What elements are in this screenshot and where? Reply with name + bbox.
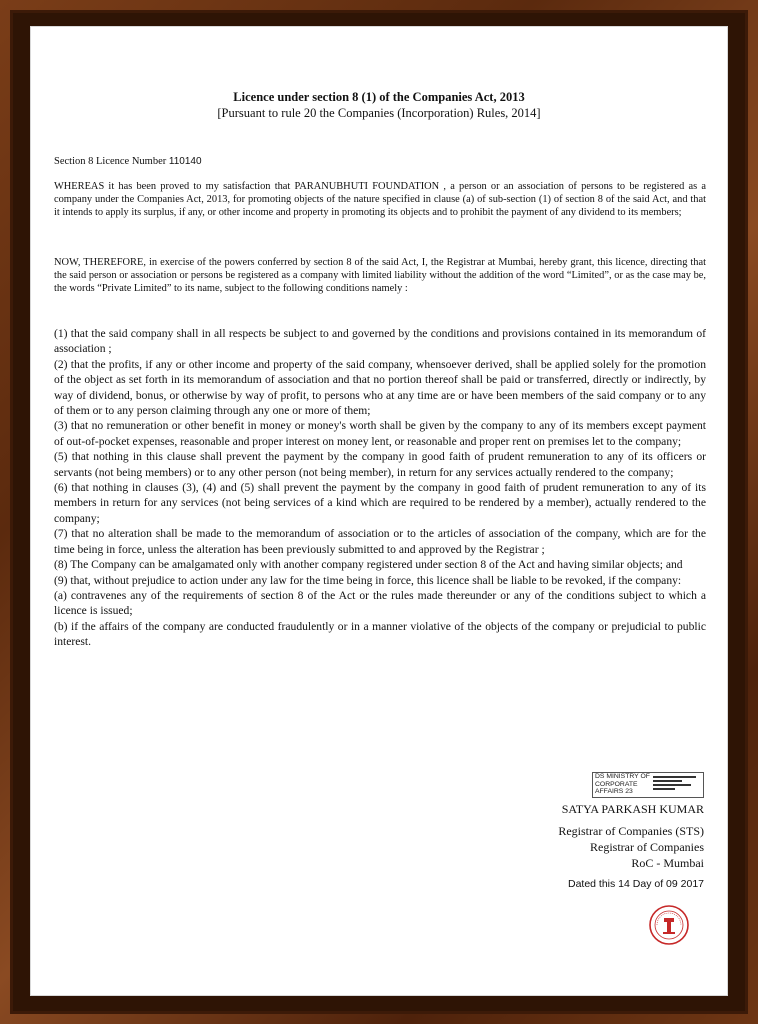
condition-item: (3) that no remuneration or other benefit in money or money's worth shall be given by the company to any of its members except payment of out-of-pocket expenses, reasonable and proper interest on money lent, or reasonable and proper rent on premises let to the company; <box>54 419 706 448</box>
condition-item: (a) contravenes any of the requirements of section 8 of the Act or the rules made thereunder or any of the conditions subject to which a licence is issued; <box>54 588 706 618</box>
condition-item: (1) that the said company shall in all respects be subject to and governed by the conditions and provisions contained in its memorandum of association ; <box>54 327 706 356</box>
emblem-seal-icon <box>648 904 690 946</box>
condition-item: (b) if the affairs of the company are conducted fraudulently or in a manner violative of the objects of the company or prejudicial to public interest. <box>54 619 706 649</box>
condition-item: (9) that, without prejudice to action under any law for the time being in force, this licence shall be liable to be revoked, if the company: <box>54 573 682 587</box>
signature-hash-icon <box>653 776 701 795</box>
certificate-title: Licence under section 8 (1) of the Companies Act, 2013 <box>233 90 525 104</box>
licence-number-value: 110140 <box>168 156 202 167</box>
condition-item: (7) that no alteration shall be made to the memorandum of association or to the articles of association of the company, which are for the time being in force, unless the alteration has been previously submitted to and approved by the Registrar ; <box>54 527 706 556</box>
signatory-office: RoC - Mumbai <box>631 856 704 870</box>
issue-date: Dated this 14 Day of 09 2017 <box>567 878 704 890</box>
condition-item: (5) that nothing in this clause shall prevent the payment by the company in good faith of prudent remuneration to any of its officers or servants (not being members) or to any other person (not being member), in return for any services actually rendered to the company; <box>54 450 706 479</box>
condition-item: (2) that the profits, if any or other income and property of the said company, whensoever derived, shall be applied solely for the promotion of the object as set forth in its memorandum of association and that no portion thereof shall be paid or transferred, directly or indirectly, by way of dividend, bonus, or otherwise by way of profit, to persons who at any time are or have been members of the said company or to any of them or to any person claiming through any one or more of them; <box>54 357 706 418</box>
digital-signature-box <box>592 772 704 798</box>
signatory-designation-2: Registrar of Companies <box>590 840 704 854</box>
ds-line-2: CORPORATE <box>595 780 638 788</box>
ds-line-1: DS MINISTRY OF <box>595 773 650 780</box>
certificate-subtitle: [Pursuant to rule 20 the Companies (Incorporation) Rules, 2014] <box>217 106 541 120</box>
certificate-paper <box>30 26 728 996</box>
licence-number-line <box>54 156 202 167</box>
signatory-designation: Registrar of Companies (STS) <box>558 824 704 838</box>
signatory-name: SATYA PARKASH KUMAR <box>561 802 704 816</box>
digital-signature-text <box>595 773 651 796</box>
licence-number-label: Section 8 Licence Number <box>54 156 167 167</box>
condition-item: (8) The Company can be amalgamated only with another company registered under section 8 of the Act and having similar objects; and <box>54 558 683 572</box>
condition-item: (6) that nothing in clauses (3), (4) and (5) shall prevent the payment by the company in good faith of prudent remuneration to any of its members in return for any services (not being services of a kind which are required to be rendered by a member), actually rendered to the company; <box>54 481 706 525</box>
whereas-paragraph: WHEREAS it has been proved to my satisfaction that PARANUBHUTI FOUNDATION , a person or an association of persons to be registered as a company under the Companies Act, 2013, for promoting objects of the nature specified in clause (a) of sub-section (1) of section 8 of the said Act, and that it intends to apply its surplus, if any, or other income and property in promoting its objects and to prohibit the payment of any dividend to its members; <box>54 181 706 218</box>
now-therefore-paragraph: NOW, THEREFORE, in exercise of the powers conferred by section 8 of the said Act, I, the Registrar at Mumbai, hereby grant, this licence, directing that the said person or association or persons be registered as a company with limited liability without the addition of the word “Limited”, or as the case may be, the words “Private Limited” to its name, subject to the following conditions namely : <box>54 257 706 294</box>
conditions-list <box>54 326 706 650</box>
ds-line-3: AFFAIRS 23 <box>595 788 633 796</box>
